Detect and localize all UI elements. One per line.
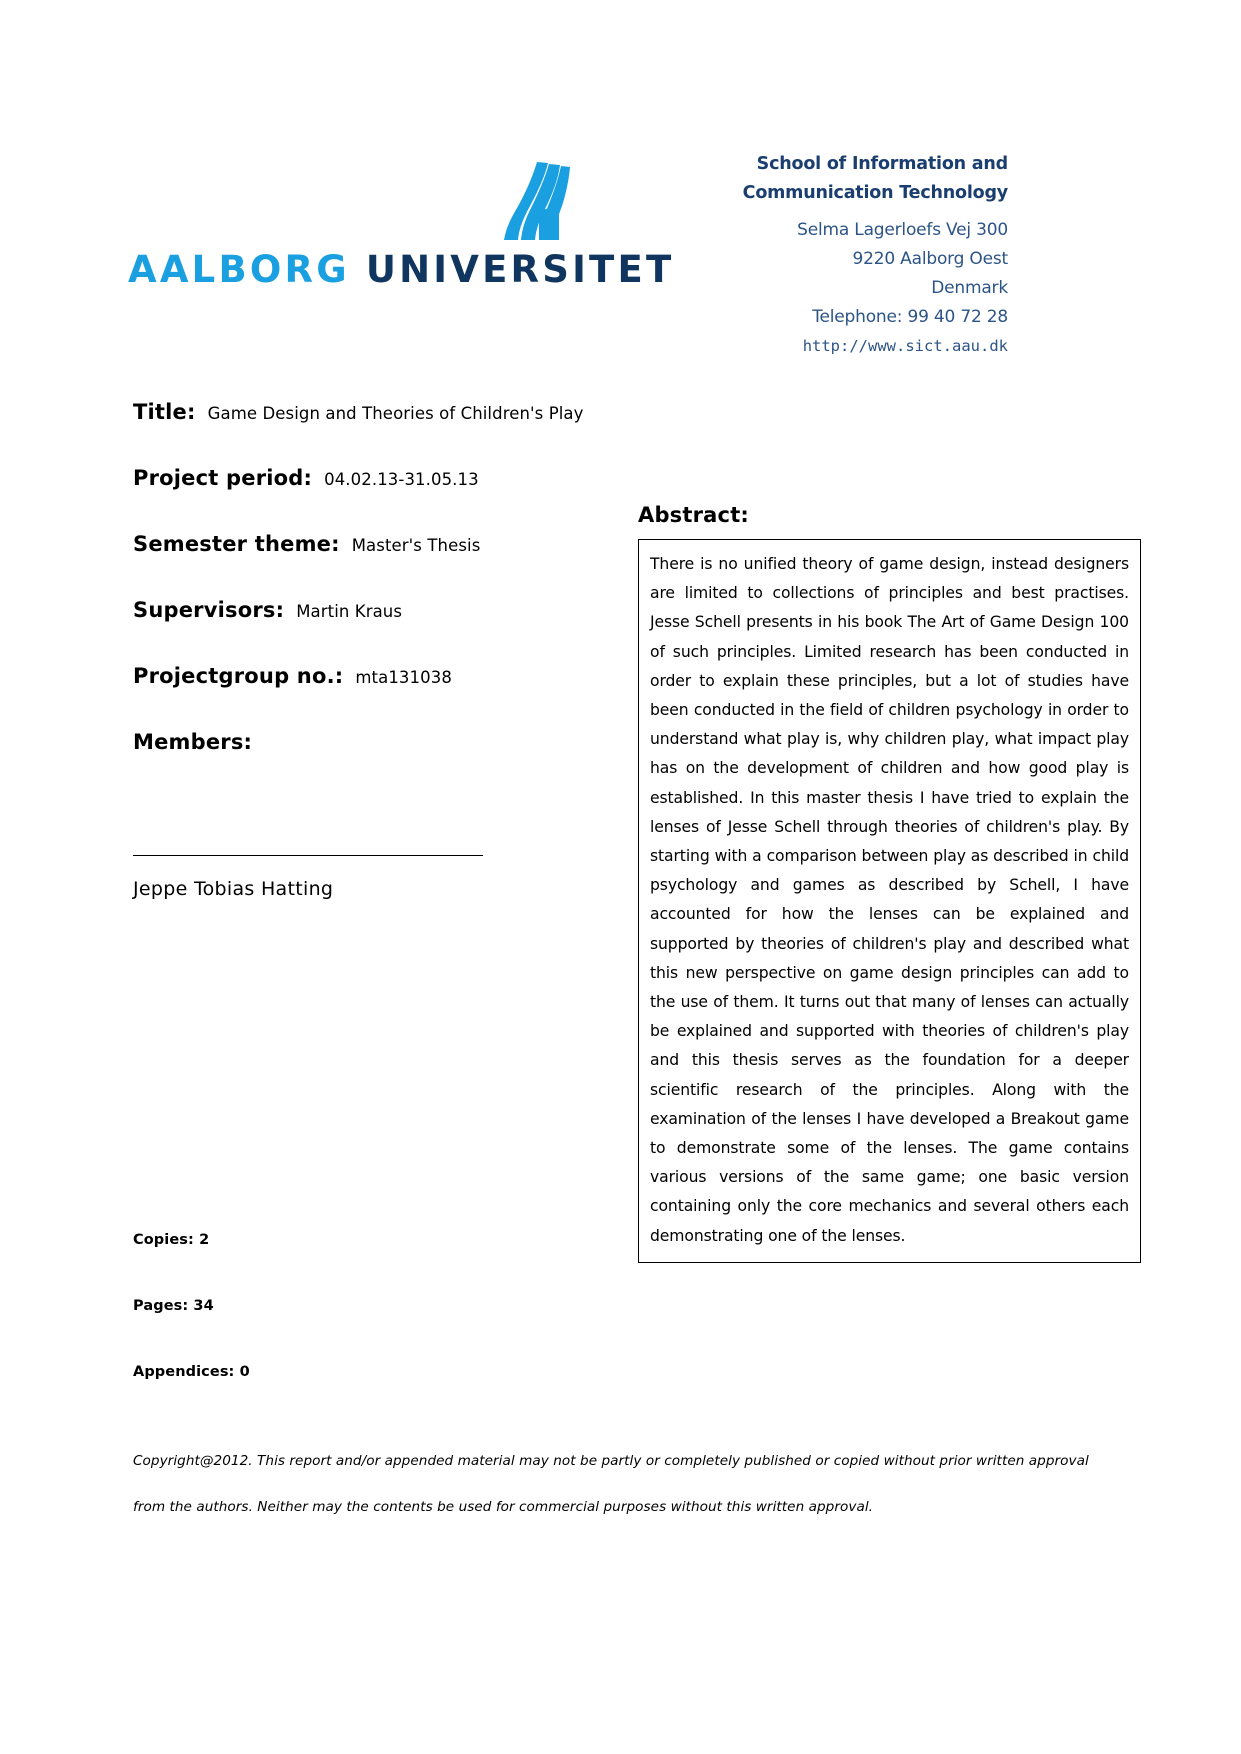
meta-label-project-period: Project period:	[133, 466, 313, 490]
abstract-section	[638, 503, 1141, 1263]
meta-value-supervisors: Martin Kraus	[296, 602, 403, 621]
meta-value-semester-theme: Master's Thesis	[351, 536, 481, 555]
address-website-link[interactable]: http://www.sict.aau.dk	[802, 337, 1008, 355]
school-name-line-2: Communication Technology	[742, 183, 1008, 203]
publication-counts	[133, 1232, 533, 1430]
address-city: 9220 Aalborg Oest	[852, 249, 1008, 269]
abstract-box	[638, 539, 1141, 1263]
meta-row-supervisors	[133, 598, 573, 622]
copyright-notice	[133, 1438, 1133, 1530]
meta-label-members: Members:	[133, 730, 253, 754]
address-street: Selma Lagerloefs Vej 300	[797, 220, 1008, 240]
member-name: Jeppe Tobias Hatting	[133, 878, 334, 900]
meta-label-supervisors: Supervisors:	[133, 598, 285, 622]
meta-row-title	[133, 400, 584, 424]
logo-word-universitet: UNIVERSITET	[365, 248, 675, 291]
aalborg-university-wave-logo	[493, 160, 571, 242]
address-country: Denmark	[931, 278, 1008, 298]
meta-value-title: Game Design and Theories of Children's Play	[207, 404, 584, 423]
meta-value-project-period: 04.02.13-31.05.13	[324, 470, 479, 489]
appendices-count: Appendices: 0	[133, 1364, 250, 1380]
school-address-block	[588, 150, 1008, 361]
abstract-heading: Abstract:	[638, 503, 750, 527]
meta-row-project-period	[133, 466, 573, 490]
logo-word-aalborg: AALBORG	[128, 248, 350, 291]
address-telephone: Telephone: 99 40 72 28	[812, 307, 1008, 327]
page-header	[0, 150, 1241, 380]
copyright-line-1: Copyright@2012. This report and/or appended material may not be partly or completely published or copied without prior written approval	[133, 1453, 1089, 1469]
meta-value-projectgroup-no: mta131038	[355, 668, 452, 687]
meta-row-members	[133, 730, 573, 754]
meta-row-projectgroup-no	[133, 664, 573, 688]
meta-label-title: Title:	[133, 400, 196, 424]
school-name-line-1: School of Information and	[756, 154, 1008, 174]
address-spacer	[588, 208, 1008, 216]
meta-label-projectgroup-no: Projectgroup no.:	[133, 664, 344, 688]
copyright-line-2: from the authors. Neither may the contents be used for commercial purposes without this written approval.	[133, 1499, 874, 1515]
abstract-text: There is no unified theory of game design, instead designers are limited to collections of principles and best practises. Jesse Schell presents in his book The Art of Game Design 100 of such principles. Limited research has been conducted in order to explain these principles, but a lot of studies have been conducted in the field of children psychology in order to understand what play is, why children play, what impact play has on the development of children and how good play is established. In this master thesis I have tried to explain the lenses of Jesse Schell through theories of children's play. By starting with a comparison between play as described in child psychology and games as described by Schell, I have accounted for how the lenses can be explained and supported by theories of children's play and described what this new perspective on game design principles can add to the use of them. It turns out that many of lenses can actually be explained and supported with theories of children's play and this thesis serves as the foundation for a deeper scientific research of the principles. Along with the examination of the lenses I have developed a Breakout game to demonstrate some of the lenses. The game contains various versions of the same game; one basic version containing only the core mechanics and several others each demonstrating one of the lenses.	[650, 555, 1129, 1245]
copies-count: Copies: 2	[133, 1232, 210, 1248]
project-metadata	[133, 400, 584, 754]
meta-row-semester-theme	[133, 532, 573, 556]
meta-label-semester-theme: Semester theme:	[133, 532, 340, 556]
signature-rule	[133, 855, 483, 856]
pages-count: Pages: 34	[133, 1298, 214, 1314]
